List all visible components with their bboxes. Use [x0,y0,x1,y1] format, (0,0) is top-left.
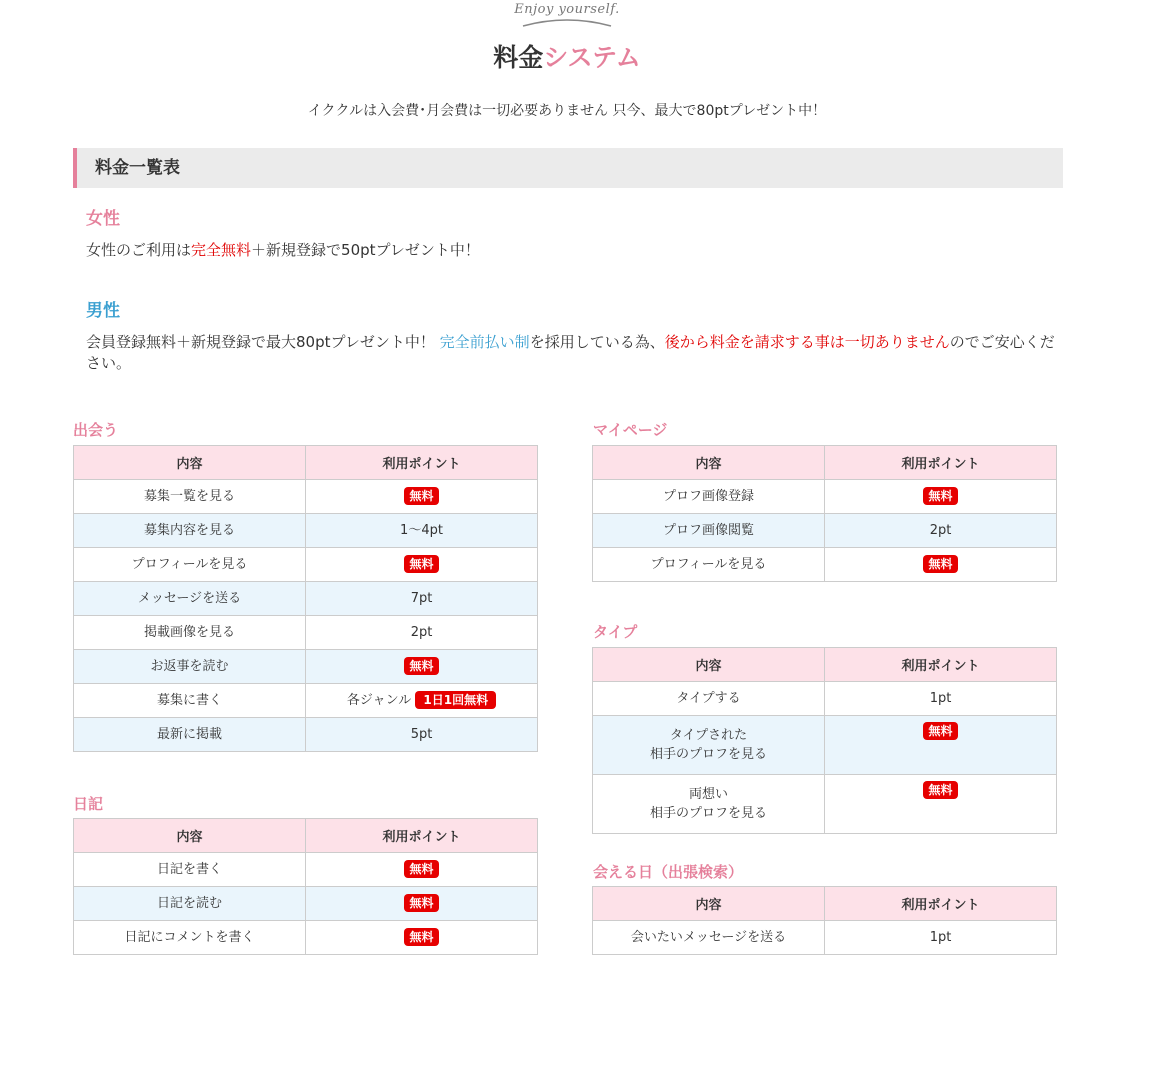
row-points [825,716,1057,775]
row-points [306,548,538,582]
page-title-part1: 料金 [493,43,544,72]
table-header-row [74,819,538,853]
row-item: 募集内容を見る [74,514,306,548]
row-points [306,684,538,718]
row-points [306,650,538,684]
table-header-row [74,446,538,480]
row-points-prefix: 各ジャンル [346,693,416,708]
row-item: タイプする [593,682,825,716]
row-item: お返事を読む [74,650,306,684]
table-row [74,853,538,887]
table-deau [73,445,538,752]
row-item [593,716,825,775]
column-header-points: 利用ポイント [825,887,1057,921]
column-header-content: 内容 [593,446,825,480]
page-title-part2: システム [543,43,641,72]
free-badge: 無料 [404,657,438,675]
tagline: Enjoy yourself. [514,2,620,17]
table-row [74,480,538,514]
row-item-line2: 相手のプロフを見る [649,806,767,821]
row-points [306,887,538,921]
page-title [0,40,1134,76]
row-points: 2pt [306,616,538,650]
table-row [593,480,1057,514]
row-item: プロフィールを見る [74,548,306,582]
row-points: 2pt [825,514,1057,548]
row-points [306,853,538,887]
table-row [74,548,538,582]
row-item [593,775,825,834]
table-title-type: タイプ [593,623,638,641]
free-badge: 無料 [404,555,438,573]
table-mypage [592,445,1057,582]
column-header-points: 利用ポイント [825,446,1057,480]
free-badge: 無料 [404,487,438,505]
row-points [825,480,1057,514]
free-badge: 無料 [923,781,957,799]
row-item-line2: 相手のプロフを見る [649,747,767,762]
column-header-points: 利用ポイント [306,446,538,480]
table-header-row [593,446,1057,480]
table-row [593,775,1057,834]
row-item: プロフ画像登録 [593,480,825,514]
free-badge: 無料 [404,860,438,878]
column-header-content: 内容 [593,887,825,921]
column-header-content: 内容 [74,446,306,480]
female-text-suffix: ＋新規登録で50ptプレゼント中！ [251,241,480,259]
female-title: 女性 [86,209,120,229]
row-item: 募集に書く [74,684,306,718]
row-points: 1pt [825,682,1057,716]
row-points [306,480,538,514]
female-text [86,240,1056,261]
row-item: 掲載画像を見る [74,616,306,650]
row-item: プロフィールを見る [593,548,825,582]
table-row [74,514,538,548]
column-header-points: 利用ポイント [825,648,1057,682]
row-points [825,548,1057,582]
male-text-middle: を採用している為、 [529,333,665,351]
row-points [825,775,1057,834]
table-title-aeru: 会える日（出張検索） [593,863,744,881]
male-title: 男性 [86,301,120,321]
table-row [593,716,1057,775]
row-item: 日記を読む [74,887,306,921]
male-text-suffix: のでご安心ください。 [86,333,1055,372]
female-text-prefix: 女性のご利用は [86,241,192,259]
row-item: 日記を書く [74,853,306,887]
column-header-content: 内容 [74,819,306,853]
table-row [593,548,1057,582]
free-badge: 無料 [404,894,438,912]
intro-text: イククルは入会費･月会費は一切必要ありません 只今、最大で80ptプレゼント中！ [307,103,827,119]
column-header-content: 内容 [593,648,825,682]
daily-free-badge: 1日1回無料 [415,691,496,709]
table-nikki [73,818,538,955]
free-badge: 無料 [404,928,438,946]
free-badge: 無料 [923,722,957,740]
table-row [74,718,538,752]
row-item: 会いたいメッセージを送る [593,921,825,955]
row-item: プロフ画像閲覧 [593,514,825,548]
male-text [86,332,1056,374]
table-row [593,682,1057,716]
row-item-line1: タイプされた [669,728,748,743]
row-points: 7pt [306,582,538,616]
table-row [74,616,538,650]
table-row [593,921,1057,955]
row-points: 5pt [306,718,538,752]
row-item: 募集一覧を見る [74,480,306,514]
table-title-deau: 出会う [73,421,119,439]
table-row [74,582,538,616]
row-points [306,921,538,955]
free-badge: 無料 [923,487,957,505]
row-item: メッセージを送る [74,582,306,616]
row-item: 最新に掲載 [74,718,306,752]
male-text-prefix: 会員登録無料＋新規登録で最大80ptプレゼント中！ [86,333,440,351]
male-text-blue: 完全前払い制 [439,333,530,351]
male-text-red: 後から料金を請求する事は一切ありません [664,333,950,351]
table-row [74,684,538,718]
row-points: 1〜4pt [306,514,538,548]
table-row [74,921,538,955]
table-aeru [592,886,1057,955]
table-row [593,514,1057,548]
table-header-row [593,887,1057,921]
free-badge: 無料 [923,555,957,573]
column-header-points: 利用ポイント [306,819,538,853]
row-points: 1pt [825,921,1057,955]
female-text-highlight: 完全無料 [191,241,252,259]
row-item: 日記にコメントを書く [74,921,306,955]
table-title-mypage: マイページ [593,421,668,439]
row-item-line1: 両想い [688,787,728,802]
swoosh-line-icon [521,16,613,30]
table-row [74,650,538,684]
table-header-row [593,648,1057,682]
table-row [74,887,538,921]
section-heading: 料金一覧表 [73,148,1063,188]
table-type [592,647,1057,834]
table-title-nikki: 日記 [73,795,104,813]
